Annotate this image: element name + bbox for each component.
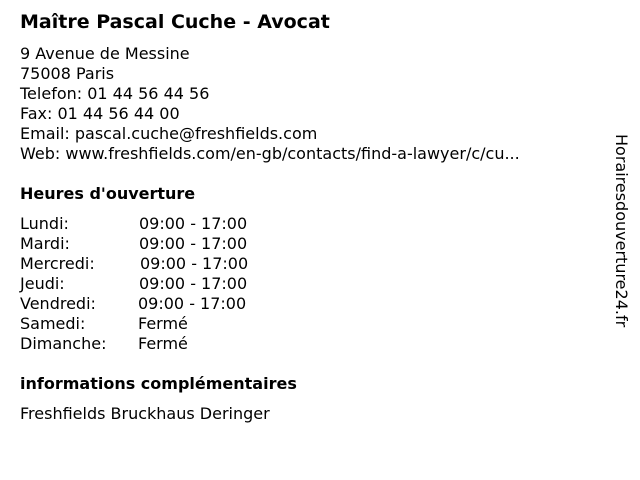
- time-value: Fermé: [138, 334, 188, 353]
- hours-row-saturday: [20, 314, 320, 334]
- website-link[interactable]: Web: www.freshfields.com/en-gb/contacts/find-a-lawyer/c/cu...: [20, 144, 520, 163]
- hours-row-sunday: [20, 334, 320, 354]
- day-label: Jeudi:: [20, 274, 65, 293]
- additional-info-text: Freshfields Bruckhaus Deringer: [20, 404, 270, 423]
- day-label: Dimanche:: [20, 334, 107, 353]
- hours-row-tuesday: [20, 234, 320, 254]
- opening-hours-table: [20, 214, 320, 354]
- contact-details: [20, 44, 520, 164]
- day-label: Mercredi:: [20, 254, 95, 273]
- day-label: Samedi:: [20, 314, 86, 333]
- hours-row-wednesday: [20, 254, 320, 274]
- time-value: Fermé: [138, 314, 188, 333]
- day-label: Lundi:: [20, 214, 69, 233]
- time-value: 09:00 - 17:00: [140, 254, 249, 273]
- day-label: Vendredi:: [20, 294, 96, 313]
- phone-number: Telefon: 01 44 56 44 56: [20, 84, 210, 103]
- hours-row-thursday: [20, 274, 320, 294]
- hours-row-friday: [20, 294, 320, 314]
- day-label: Mardi:: [20, 234, 70, 253]
- site-watermark: Horairesdouverture24.fr: [612, 134, 631, 328]
- page-title: Maître Pascal Cuche - Avocat: [20, 11, 330, 33]
- street-address: 9 Avenue de Messine: [20, 44, 190, 63]
- additional-info-heading: informations complémentaires: [20, 374, 297, 393]
- opening-hours-heading: Heures d'ouverture: [20, 184, 196, 203]
- time-value: 09:00 - 17:00: [139, 274, 248, 293]
- city-address: 75008 Paris: [20, 64, 115, 83]
- time-value: 09:00 - 17:00: [139, 214, 248, 233]
- email-address: Email: pascal.cuche@freshfields.com: [20, 124, 318, 143]
- fax-number: Fax: 01 44 56 44 00: [20, 104, 180, 123]
- time-value: 09:00 - 17:00: [138, 294, 247, 313]
- time-value: 09:00 - 17:00: [139, 234, 248, 253]
- hours-row-monday: [20, 214, 320, 234]
